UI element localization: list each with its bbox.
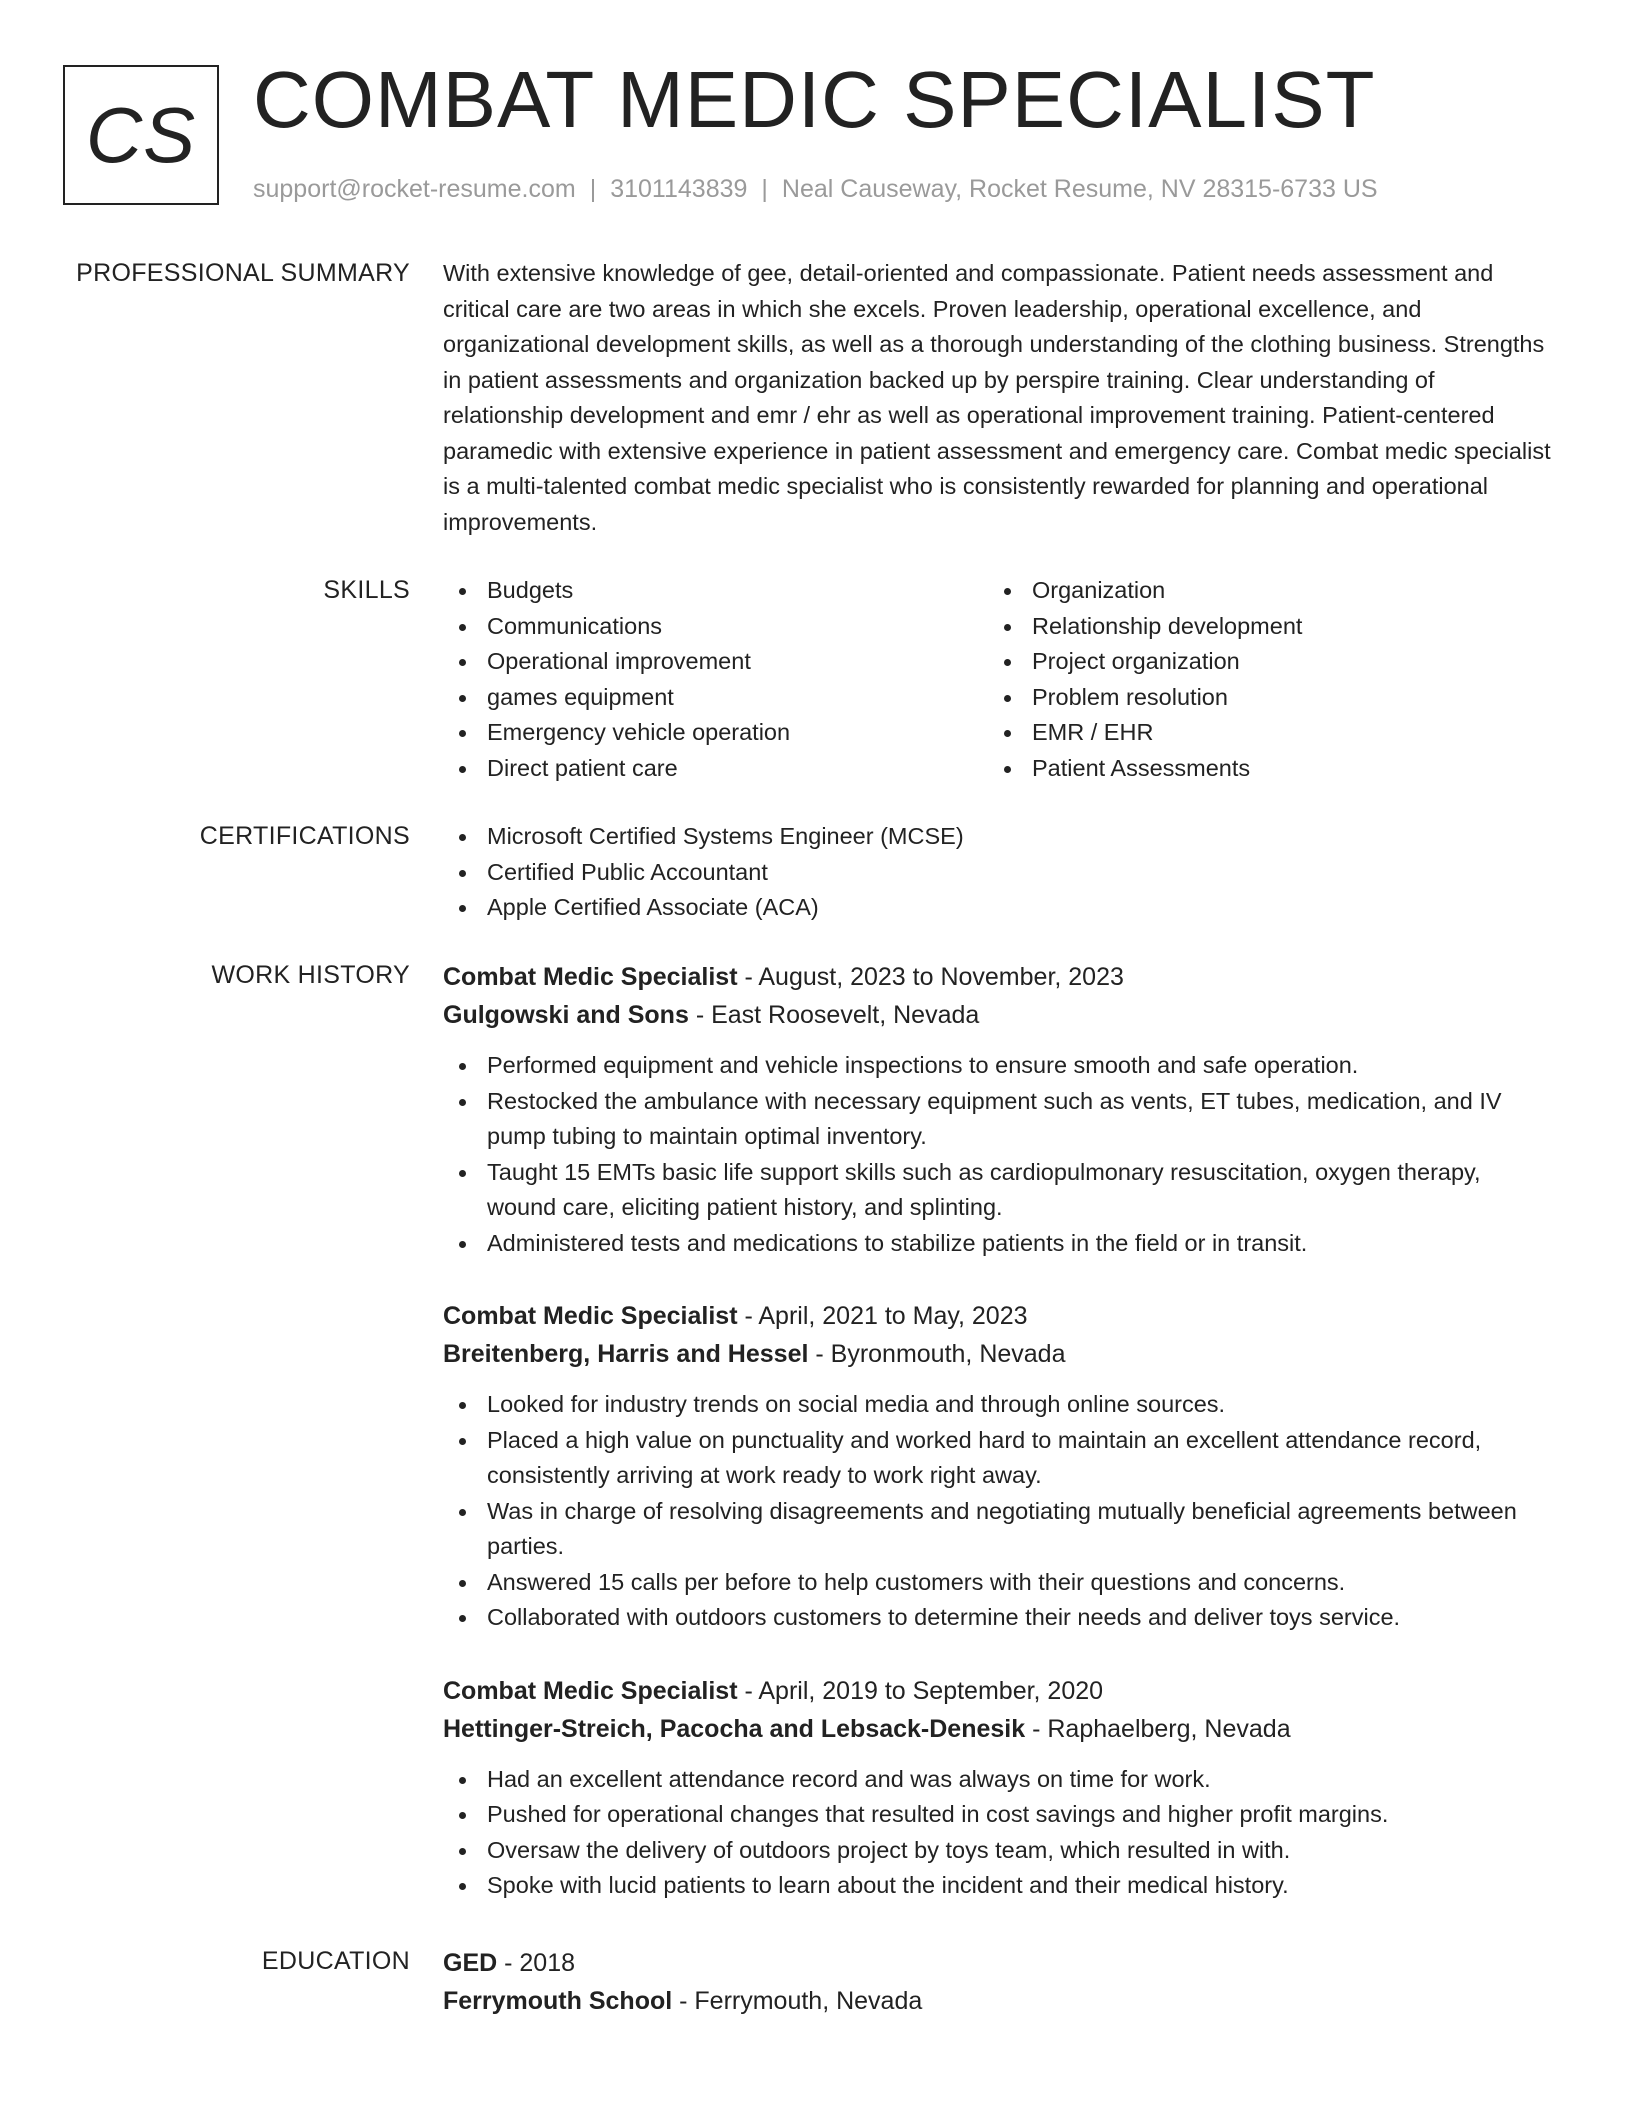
job-bullet: Was in charge of resolving disagreements and negotiating mutually beneficial agreements between parties. [443,1494,1551,1565]
contact-separator: | [589,175,597,203]
skill-item: Project organization [988,644,1533,680]
contact-email[interactable]: support@rocket-resume.com [253,175,576,203]
job-title: Combat Medic Specialist [443,963,738,991]
job-company-line [443,1710,1551,1748]
skill-item: games equipment [443,680,988,716]
education-school-line [443,1982,1551,2020]
job-bullet: Collaborated with outdoors customers to determine their needs and deliver toys service. [443,1600,1551,1636]
job-bullet: Performed equipment and vehicle inspections to ensure smooth and safe operation. [443,1048,1551,1084]
contact-address: Neal Causeway, Rocket Resume, NV 28315-6733 US [781,175,1378,203]
job-bullet: Restocked the ambulance with necessary equipment such as vents, ET tubes, medication, and IV pump tubing to maintain optimal inventory. [443,1084,1551,1155]
job-bullet: Looked for industry trends on social media and through online sources. [443,1387,1551,1423]
job-dates: - August, 2023 to November, 2023 [737,963,1124,991]
job-bullet: Had an excellent attendance record and was always on time for work. [443,1762,1551,1798]
skill-item: Direct patient care [443,751,988,787]
skill-item: EMR / EHR [988,715,1533,751]
job-bullets [443,1048,1551,1261]
contact-line [253,172,1378,206]
contact-phone[interactable]: 3101143839 [610,175,748,203]
certification-item: Certified Public Accountant [443,855,1551,891]
education-degree: GED [443,1949,498,1977]
skill-item: Relationship development [988,609,1533,645]
job-bullet: Administered tests and medications to stabilize patients in the field or in transit. [443,1226,1551,1262]
job-entry [443,1297,1551,1636]
job-company-line [443,1335,1551,1373]
job-bullet: Spoke with lucid patients to learn about the incident and their medical history. [443,1868,1551,1904]
skills-body [443,573,1551,786]
certification-item: Microsoft Certified Systems Engineer (MCSE) [443,819,1551,855]
job-location: - East Roosevelt, Nevada [688,1001,980,1029]
job-entry [443,958,1551,1261]
section-label: CERTIFICATIONS [199,822,410,850]
section-label: WORK HISTORY [211,961,410,989]
job-title: Combat Medic Specialist [443,1302,738,1330]
job-location: - Raphaelberg, Nevada [1025,1714,1291,1743]
job-company: Gulgowski and Sons [443,1001,689,1029]
job-company: Hettinger-Streich, Pacocha and Lebsack-Denesik [443,1714,1026,1743]
job-bullet: Taught 15 EMTs basic life support skills such as cardiopulmonary resuscitation, oxygen therapy, wound care, eliciting patient history, and splinting. [443,1155,1551,1226]
page-title: COMBAT MEDIC SPECIALIST [253,55,1376,144]
skill-item: Operational improvement [443,644,988,680]
monogram-logo: CS [63,65,219,205]
job-dates: - April, 2021 to May, 2023 [737,1302,1028,1330]
job-bullet: Placed a high value on punctuality and worked hard to maintain an excellent attendance record, consistently arriving at work ready to work right away. [443,1423,1551,1494]
job-title-line [443,958,1551,996]
education-location: - Ferrymouth, Nevada [672,1987,923,2015]
certification-item: Apple Certified Associate (ACA) [443,890,1551,926]
job-bullets [443,1762,1551,1904]
job-company-line [443,996,1551,1034]
section-label: SKILLS [323,576,410,604]
contact-separator: | [761,175,768,203]
section-label: PROFESSIONAL SUMMARY [76,259,410,287]
job-title: Combat Medic Specialist [443,1676,738,1705]
education-year: - 2018 [497,1949,576,1977]
job-dates: - April, 2019 to September, 2020 [737,1676,1104,1705]
section-label: EDUCATION [261,1947,410,1975]
job-location: - Byronmouth, Nevada [808,1340,1066,1368]
certifications-list [443,819,1551,926]
job-bullets [443,1387,1551,1636]
certifications-body [443,819,1551,926]
skills-list-right [988,573,1533,786]
job-bullet: Answered 15 calls per before to help customers with their questions and concerns. [443,1565,1551,1601]
job-title-line [443,1672,1551,1710]
summary-text [443,256,1551,540]
skill-item: Communications [443,609,988,645]
job-company: Breitenberg, Harris and Hessel [443,1340,809,1368]
job-entry [443,1672,1551,1904]
education-degree-line [443,1944,1551,1982]
job-bullet: Oversaw the delivery of outdoors project by toys team, which resulted in with. [443,1833,1551,1869]
skill-item: Emergency vehicle operation [443,715,988,751]
skill-item: Organization [988,573,1533,609]
skill-item: Problem resolution [988,680,1533,716]
skill-item: Budgets [443,573,988,609]
work-history-body [443,958,1551,1940]
job-title-line [443,1297,1551,1335]
summary-paragraph: With extensive knowledge of gee, detail-oriented and compassionate. Patient needs assessment and critical care are two areas in which she excels. Proven leadership, operational excellence, and organizational development skills, as well as a thorough understanding of the clothing business. Strengths in patient assessments and organization backed up by perspire training. Clear understanding of relationship development and emr / ehr as well as operational improvement training. Patient-centered paramedic with extensive experience in patient assessment and emergency care. Combat medic specialist is a multi-talented combat medic specialist who is consistently rewarded for planning and operational improvements. [443,260,1551,535]
skill-item: Patient Assessments [988,751,1533,787]
education-school: Ferrymouth School [443,1987,673,2015]
job-bullet: Pushed for operational changes that resulted in cost savings and higher profit margins. [443,1797,1551,1833]
education-body [443,1944,1551,2020]
skills-list-left [443,573,988,786]
